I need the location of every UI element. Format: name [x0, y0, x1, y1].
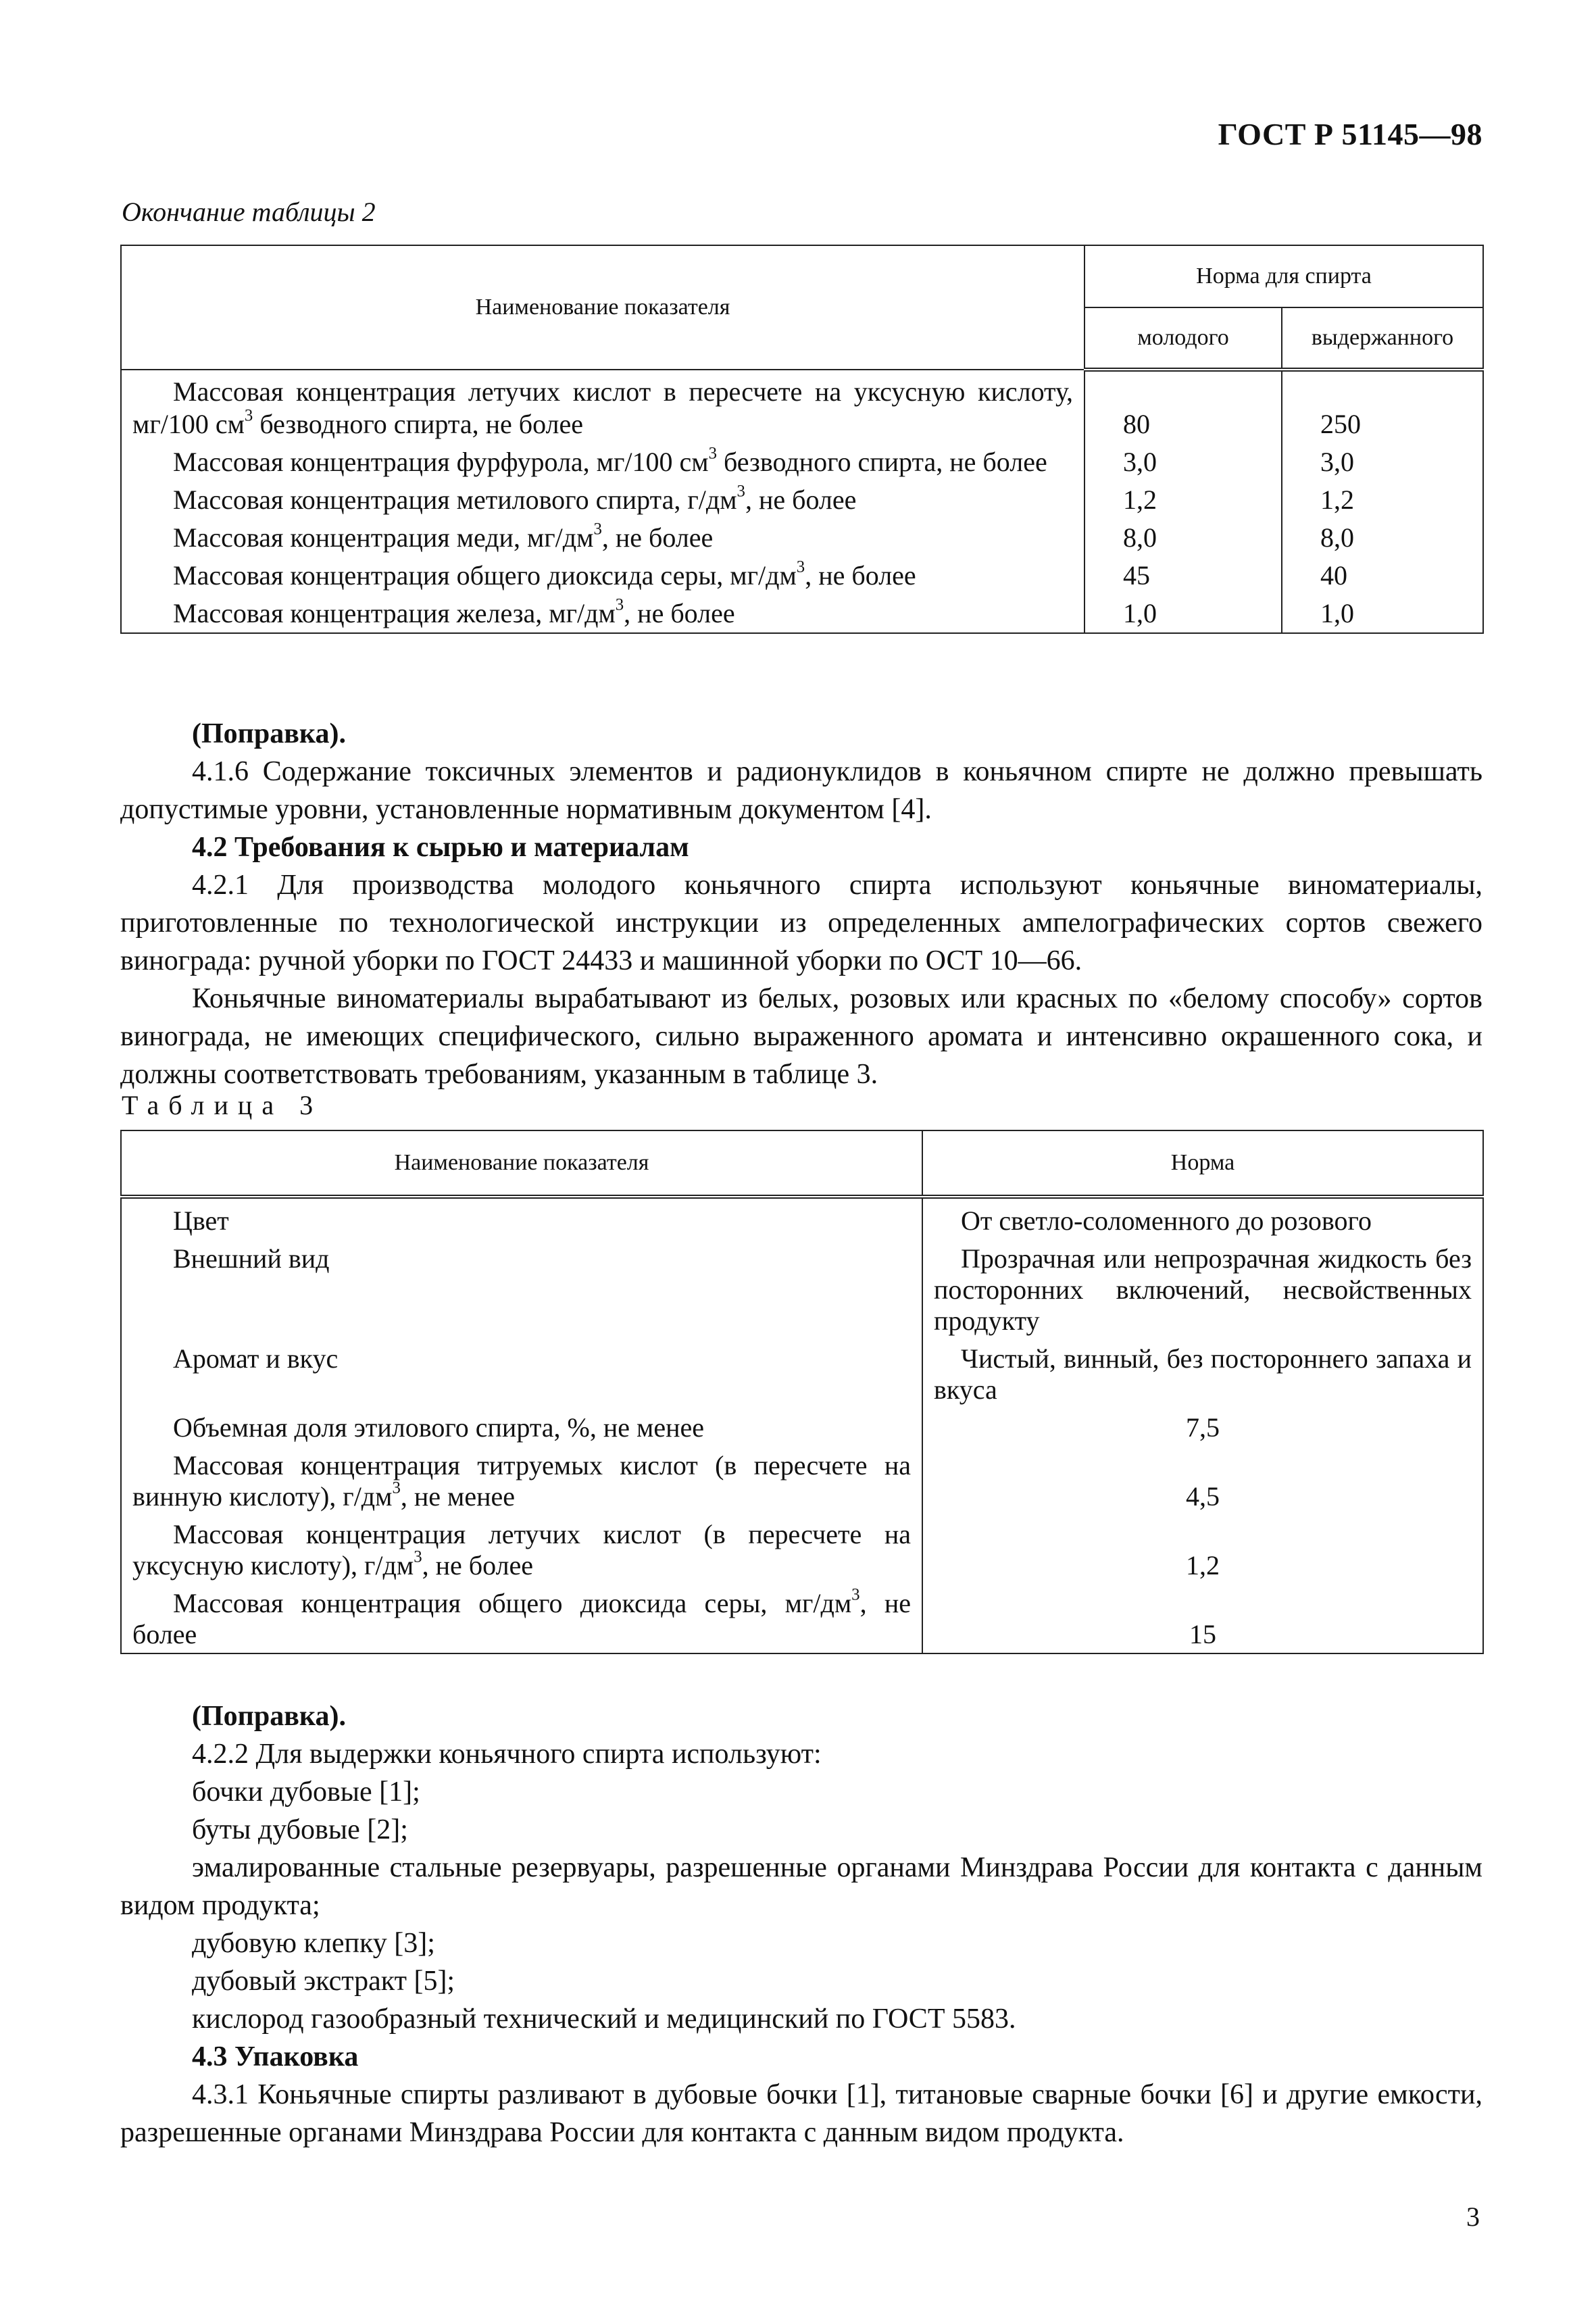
t3-cell-name: Массовая концентрация общего диоксида серы, $мг/дм^3$, не более	[121, 1581, 922, 1653]
section-4-2-2	[120, 1697, 1482, 2151]
t2-header-young: молодого	[1084, 307, 1282, 370]
t2-row	[121, 370, 1483, 441]
t2-header-name: Наименование показателя	[121, 245, 1084, 370]
t2-header-norm: Норма для спирта	[1084, 245, 1483, 307]
t3-cell-norm: 4,5	[922, 1443, 1483, 1512]
t3-cell-name: Массовая концентрация титруемых кислот (в пересчете на винную кислоту), $г/дм^3$, не менее	[121, 1443, 922, 1512]
table-2	[120, 245, 1484, 634]
t2-row	[121, 478, 1483, 516]
t2-body	[121, 370, 1483, 633]
page-number: 3	[1466, 2201, 1480, 2232]
document-number: ГОСТ Р 51145—98	[1218, 117, 1482, 151]
list-item: буты дубовые [2];	[192, 1814, 408, 1845]
t2-cell-young: 80	[1084, 370, 1282, 441]
table-3	[120, 1130, 1484, 1654]
t3-row	[121, 1443, 1483, 1512]
t3-cell-name: Объемная доля этилового спирта, %, не менее	[121, 1405, 922, 1443]
t2-row	[121, 592, 1483, 633]
heading-4-2: 4.2 Требования к сырью и материалам	[192, 832, 689, 863]
t2-cell-aged: 1,0	[1282, 592, 1483, 633]
t3-header-norm: Норма	[922, 1130, 1483, 1197]
t2-cell-young: 8,0	[1084, 516, 1282, 554]
t3-row	[121, 1512, 1483, 1581]
section-4-1-6	[120, 715, 1482, 1093]
t2-cell-aged: 8,0	[1282, 516, 1483, 554]
list-item: дубовую клепку [3];	[192, 1928, 435, 1959]
list-item: эмалированные стальные резервуары, разрешенные органами Минздрава России для контакта с данным видом продукта;	[120, 1852, 1482, 1921]
t2-cell-name: Массовая концентрация меди, $мг/дм^3$, не более	[121, 516, 1084, 554]
t2-cell-aged: 250	[1282, 370, 1483, 441]
t3-body	[121, 1197, 1483, 1653]
t2-cell-name: Массовая концентрация метилового спирта, $г/дм^3$, не более	[121, 478, 1084, 516]
paragraph-wine-materials: Коньячные виноматериалы вырабатывают из белых, розовых или красных по «белому способу» сортов винограда, не имеющих специфического, сильно выраженного аромата и интенсивно окрашенного сока, и должны соответствовать требованиям, указанным в таблице 3.	[120, 983, 1482, 1090]
amendment-note: (Поправка).	[192, 1701, 346, 1732]
t3-cell-name: Аромат и вкус	[121, 1337, 922, 1405]
t2-header-aged: выдержанного	[1282, 307, 1483, 370]
t2-cell-aged: 40	[1282, 554, 1483, 592]
t3-row	[121, 1237, 1483, 1337]
amendment-note: (Поправка).	[192, 718, 346, 749]
t3-row	[121, 1197, 1483, 1237]
t3-cell-norm: 15	[922, 1581, 1483, 1653]
t2-row	[121, 554, 1483, 592]
t3-cell-norm: 1,2	[922, 1512, 1483, 1581]
t3-cell-name: Внешний вид	[121, 1237, 922, 1337]
t2-cell-name: Массовая концентрация фурфурола, мг/100 $см^3$ безводного спирта, не более	[121, 441, 1084, 478]
paragraph-4-2-2: 4.2.2 Для выдержки коньячного спирта используют:	[192, 1739, 822, 1770]
t2-cell-name: Массовая концентрация железа, $мг/дм^3$, не более	[121, 592, 1084, 633]
heading-4-3: 4.3 Упаковка	[192, 2041, 359, 2072]
t3-cell-norm: Чистый, винный, без постороннего запаха и вкуса	[922, 1337, 1483, 1405]
t3-cell-norm: Прозрачная или непрозрачная жидкость без посторонних включений, несвойственных продукту	[922, 1237, 1483, 1337]
t2-row	[121, 441, 1483, 478]
t3-cell-norm: 7,5	[922, 1405, 1483, 1443]
t3-header-name: Наименование показателя	[121, 1130, 922, 1197]
t3-row	[121, 1337, 1483, 1405]
t2-cell-young: 1,2	[1084, 478, 1282, 516]
t2-cell-name: Массовая концентрация летучих кислот в пересчете на уксусную кислоту, мг/100 $см^3$ безводного спирта, не более	[121, 370, 1084, 441]
t2-cell-young: 3,0	[1084, 441, 1282, 478]
t3-row	[121, 1581, 1483, 1653]
list-item: кислород газообразный технический и медицинский по ГОСТ 5583.	[192, 2003, 1016, 2035]
t3-cell-norm: От светло-соломенного до розового	[922, 1197, 1483, 1237]
t2-cell-young: 1,0	[1084, 592, 1282, 633]
table3-title: Таблица 3	[122, 1090, 323, 1120]
list-item: дубовый экстракт [5];	[192, 1966, 455, 1997]
t2-cell-young: 45	[1084, 554, 1282, 592]
t3-cell-name: Цвет	[121, 1197, 922, 1237]
aging-materials-list	[120, 1773, 1482, 2038]
t3-row	[121, 1405, 1483, 1443]
t2-cell-aged: 1,2	[1282, 478, 1483, 516]
paragraph-4-3-1: 4.3.1 Коньячные спирты разливают в дубовые бочки [1], титановые сварные бочки [6] и другие емкости, разрешенные органами Минздрава России для контакта с данным видом продукта.	[120, 2079, 1482, 2148]
t2-cell-aged: 3,0	[1282, 441, 1483, 478]
t2-cell-name: Массовая концентрация общего диоксида серы, $мг/дм^3$, не более	[121, 554, 1084, 592]
table2-caption: Окончание таблицы 2	[122, 197, 376, 227]
t2-row	[121, 516, 1483, 554]
paragraph-4-2-1: 4.2.1 Для производства молодого коньячного спирта используют коньячные виноматериалы, приготовленные по технологической инструкции из определенных ампелографических сортов свежего винограда: ручной уборки по ГОСТ 24433 и машинной уборки по ОСТ 10—66.	[120, 870, 1482, 976]
paragraph-4-1-6: 4.1.6 Содержание токсичных элементов и радионуклидов в коньячном спирте не должно превышать допустимые уровни, установленные нормативным документом [4].	[120, 756, 1482, 825]
t3-cell-name: Массовая концентрация летучих кислот (в пересчете на уксусную кислоту), $г/дм^3$, не более	[121, 1512, 922, 1581]
list-item: бочки дубовые [1];	[192, 1776, 420, 1808]
